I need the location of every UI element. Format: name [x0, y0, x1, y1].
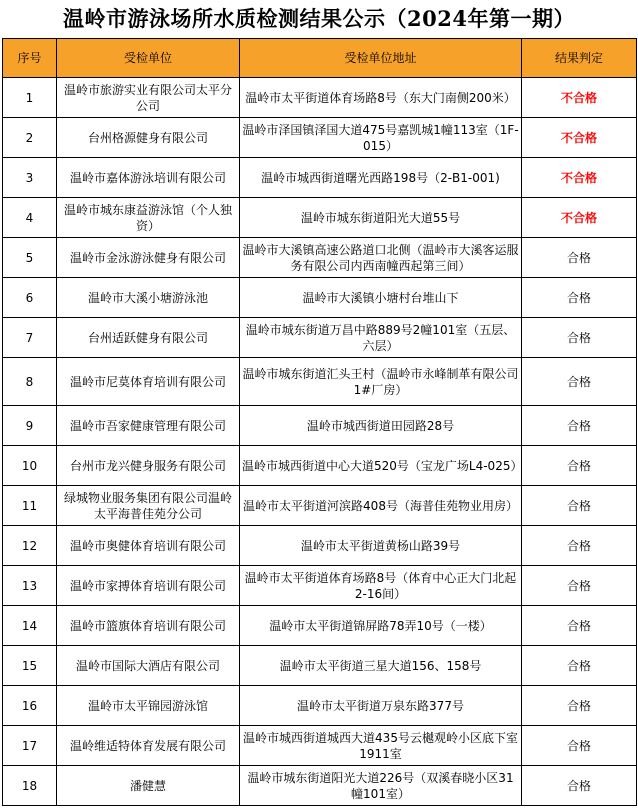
cell-address: 温岭市太平街道三星大道156、158号 — [240, 646, 522, 686]
table-row — [3, 158, 637, 198]
cell-no: 3 — [3, 158, 57, 198]
cell-no: 12 — [3, 526, 57, 566]
cell-address: 温岭市大溪镇高速公路道口北侧（温岭市大溪客运服务有限公司内西南幢西起第三间） — [240, 238, 522, 278]
cell-result: 合格 — [522, 606, 637, 646]
table-row — [3, 278, 637, 318]
table-row — [3, 646, 637, 686]
cell-unit: 温岭市篮旗体育培训有限公司 — [57, 606, 240, 646]
cell-no: 11 — [3, 486, 57, 526]
cell-result: 不合格 — [522, 158, 637, 198]
cell-address: 温岭市大溪镇小塘村台堆山下 — [240, 278, 522, 318]
cell-address: 温岭市太平街道锦屏路78弄10号（一楼） — [240, 606, 522, 646]
cell-unit: 温岭市大溪小塘游泳池 — [57, 278, 240, 318]
cell-address: 温岭市城西街道曙光西路198号（2-B1-001) — [240, 158, 522, 198]
results-table — [2, 38, 637, 806]
cell-result: 不合格 — [522, 198, 637, 238]
table-row — [3, 118, 637, 158]
cell-no: 10 — [3, 446, 57, 486]
cell-no: 15 — [3, 646, 57, 686]
cell-unit: 绿城物业服务集团有限公司温岭太平海普佳苑分公司 — [57, 486, 240, 526]
cell-no: 16 — [3, 686, 57, 726]
cell-result: 合格 — [522, 446, 637, 486]
header-address: 受检单位地址 — [240, 39, 522, 78]
cell-no: 1 — [3, 78, 57, 118]
cell-unit: 温岭维适特体育发展有限公司 — [57, 726, 240, 766]
cell-result: 合格 — [522, 238, 637, 278]
cell-result: 合格 — [522, 486, 637, 526]
cell-no: 8 — [3, 358, 57, 406]
table-row — [3, 686, 637, 726]
cell-no: 17 — [3, 726, 57, 766]
cell-address: 温岭市泽国镇泽国大道475号嘉凯城1幢113室（1F-015） — [240, 118, 522, 158]
cell-result: 合格 — [522, 318, 637, 358]
table-row — [3, 406, 637, 446]
cell-no: 9 — [3, 406, 57, 446]
cell-address: 温岭市太平街道黄杨山路39号 — [240, 526, 522, 566]
cell-address: 温岭市太平街道体育场路8号（体育中心正大门北起2-16间） — [240, 566, 522, 606]
cell-no: 5 — [3, 238, 57, 278]
cell-result: 不合格 — [522, 118, 637, 158]
cell-unit: 潘健慧 — [57, 766, 240, 806]
cell-unit: 台州适跃健身有限公司 — [57, 318, 240, 358]
cell-result: 合格 — [522, 766, 637, 806]
cell-no: 14 — [3, 606, 57, 646]
table-row — [3, 318, 637, 358]
table-row — [3, 78, 637, 118]
cell-result: 合格 — [522, 406, 637, 446]
cell-address: 温岭市城东街道阳光大道226号（双溪春晓小区31幢101室） — [240, 766, 522, 806]
table-row — [3, 606, 637, 646]
cell-address: 温岭市太平街道万泉东路377号 — [240, 686, 522, 726]
table-row — [3, 446, 637, 486]
table-row — [3, 198, 637, 238]
cell-no: 18 — [3, 766, 57, 806]
cell-unit: 温岭市奥健体育培训有限公司 — [57, 526, 240, 566]
cell-result: 合格 — [522, 566, 637, 606]
cell-no: 7 — [3, 318, 57, 358]
cell-unit: 台州市龙兴健身服务有限公司 — [57, 446, 240, 486]
table-row — [3, 358, 637, 406]
table-row — [3, 726, 637, 766]
cell-no: 13 — [3, 566, 57, 606]
cell-result: 不合格 — [522, 78, 637, 118]
cell-address: 温岭市城东街道阳光大道55号 — [240, 198, 522, 238]
table-row — [3, 238, 637, 278]
cell-result: 合格 — [522, 646, 637, 686]
cell-address: 温岭市城西街道城西大道435号云樾观岭小区底下室1911室 — [240, 726, 522, 766]
cell-no: 4 — [3, 198, 57, 238]
header-unit: 受检单位 — [57, 39, 240, 78]
cell-address: 温岭市太平街道河滨路408号（海普佳苑物业用房） — [240, 486, 522, 526]
cell-result: 合格 — [522, 686, 637, 726]
cell-unit: 温岭市尼莫体育培训有限公司 — [57, 358, 240, 406]
cell-unit: 温岭市国际大酒店有限公司 — [57, 646, 240, 686]
cell-unit: 温岭市吾家健康管理有限公司 — [57, 406, 240, 446]
cell-unit: 温岭市城东康益游泳馆（个人独资） — [57, 198, 240, 238]
cell-address: 温岭市城西街道中心大道520号（宝龙广场L4-025） — [240, 446, 522, 486]
page-title: 温岭市游泳场所水质检测结果公示（2024年第一期） — [63, 6, 575, 31]
table-row — [3, 566, 637, 606]
header-no: 序号 — [3, 39, 57, 78]
cell-unit: 温岭市嘉体游泳培训有限公司 — [57, 158, 240, 198]
table-header-row — [3, 39, 637, 78]
cell-result: 合格 — [522, 726, 637, 766]
cell-address: 温岭市城西街道田园路28号 — [240, 406, 522, 446]
cell-unit: 温岭市家搏体育培训有限公司 — [57, 566, 240, 606]
cell-result: 合格 — [522, 278, 637, 318]
cell-no: 2 — [3, 118, 57, 158]
cell-unit: 台州格源健身有限公司 — [57, 118, 240, 158]
cell-no: 6 — [3, 278, 57, 318]
table-row — [3, 526, 637, 566]
table-row — [3, 486, 637, 526]
cell-address: 温岭市城东街道汇头王村（温岭市永峰制革有限公司1#厂房） — [240, 358, 522, 406]
cell-result: 合格 — [522, 358, 637, 406]
cell-unit: 温岭市太平锦园游泳馆 — [57, 686, 240, 726]
header-result: 结果判定 — [522, 39, 637, 78]
cell-result: 合格 — [522, 526, 637, 566]
table-row — [3, 766, 637, 806]
cell-unit: 温岭市旅游实业有限公司太平分公司 — [57, 78, 240, 118]
cell-address: 温岭市城东街道万昌中路889号2幢101室（五层、六层） — [240, 318, 522, 358]
cell-unit: 温岭市金泳游泳健身有限公司 — [57, 238, 240, 278]
cell-address: 温岭市太平街道体育场路8号（东大门南侧200米） — [240, 78, 522, 118]
